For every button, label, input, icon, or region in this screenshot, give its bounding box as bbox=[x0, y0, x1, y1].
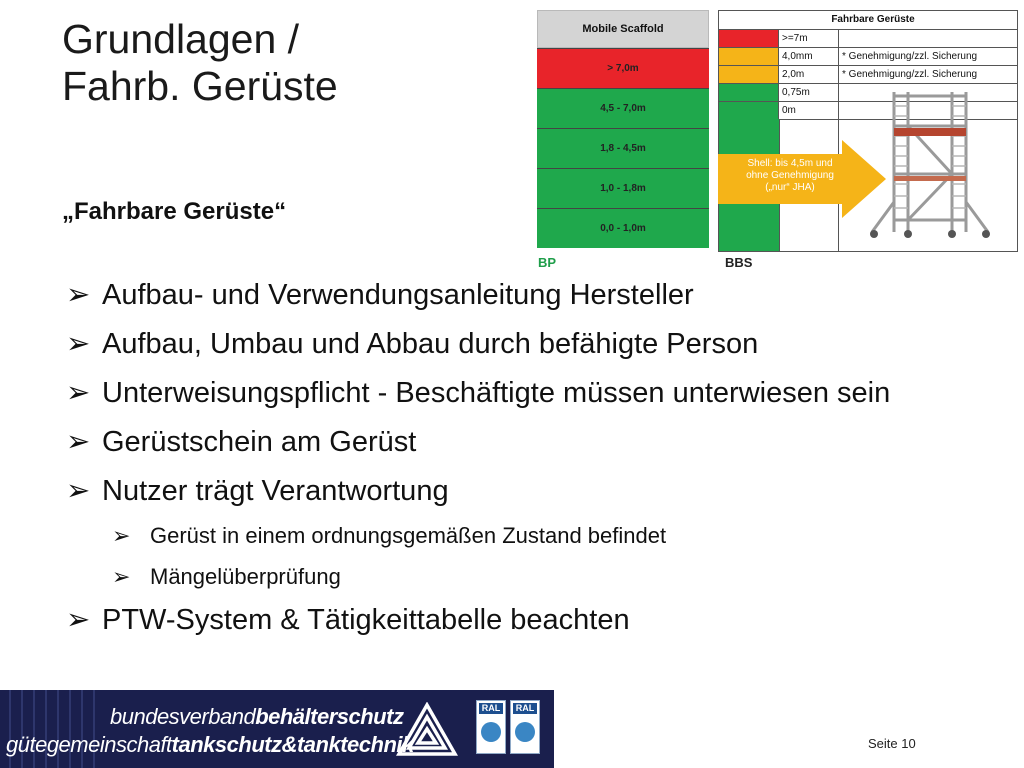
slide-subtitle: „Fahrbare Gerüste“ bbox=[62, 198, 287, 225]
height-cell: 4,0mm bbox=[779, 48, 839, 65]
bullet-text: Aufbau- und Verwendungsanleitung Hersteller bbox=[102, 279, 694, 311]
fahrbare-gerueste-row bbox=[719, 30, 1017, 48]
mobile-scaffold-row: > 7,0m bbox=[537, 48, 709, 88]
bbs-caption: BBS bbox=[725, 255, 753, 270]
arrow-callout-text bbox=[730, 158, 850, 194]
note-cell bbox=[839, 30, 1017, 47]
footer-line-1 bbox=[110, 704, 403, 730]
ral-seal-1-circle bbox=[481, 722, 501, 742]
arrow-text-line-3: („nur“ JHA) bbox=[765, 182, 815, 193]
arrow-bullet-icon: ➢ bbox=[66, 328, 91, 360]
bp-caption: BP bbox=[538, 255, 557, 270]
note-cell: * Genehmigung/zzl. Sicherung bbox=[842, 69, 978, 80]
mobile-scaffold-row: 1,8 - 4,5m bbox=[537, 128, 709, 168]
slide-title-line-1: Grundlagen / bbox=[62, 16, 300, 62]
mobile-scaffold-header: Mobile Scaffold bbox=[537, 10, 709, 48]
arrow-bullet-icon: ➢ bbox=[66, 279, 91, 311]
bullet-item bbox=[66, 425, 996, 459]
arrow-bullet-icon: ➢ bbox=[66, 475, 91, 507]
fahrbare-gerueste-header: Fahrbare Gerüste bbox=[719, 11, 1017, 30]
mobile-scaffold-illustration bbox=[864, 84, 992, 244]
ral-seal-2-circle bbox=[515, 722, 535, 742]
bullet-text: Aufbau, Umbau und Abbau durch befähigte Person bbox=[102, 328, 759, 360]
footer-line-2 bbox=[6, 732, 414, 758]
ral-seal-1-text: RAL bbox=[479, 703, 503, 714]
mobile-scaffold-row: 0,0 - 1,0m bbox=[537, 208, 709, 248]
footer-line-2-regular: gütegemeinschaft bbox=[6, 732, 172, 757]
height-cell: >=7m bbox=[779, 30, 839, 47]
arrow-text-line-2: ohne Genehmigung bbox=[746, 170, 834, 181]
sub-bullet-item bbox=[112, 523, 996, 549]
bullet-item bbox=[66, 376, 996, 410]
ral-seal-1-icon bbox=[476, 700, 506, 754]
color-swatch bbox=[719, 66, 779, 83]
footer-banner bbox=[0, 690, 554, 768]
mobile-scaffold-table bbox=[537, 10, 709, 248]
note-cell: * Genehmigung/zzl. Sicherung bbox=[842, 51, 978, 62]
bullet-item bbox=[66, 327, 996, 361]
slide-title-line-2: Fahrb. Gerüste bbox=[62, 63, 338, 109]
arrow-bullet-icon: ➢ bbox=[112, 523, 131, 548]
arrow-bullet-icon: ➢ bbox=[66, 604, 91, 636]
arrow-bullet-icon: ➢ bbox=[66, 426, 91, 458]
footer-line-1-regular: bundesverband bbox=[110, 704, 256, 729]
bullet-list bbox=[66, 278, 996, 652]
bullet-text: Gerüstschein am Gerüst bbox=[102, 426, 417, 458]
color-swatch bbox=[719, 30, 779, 47]
slide-title bbox=[62, 16, 502, 110]
fahrbare-gerueste-row bbox=[719, 48, 1017, 66]
ral-seal-2-text: RAL bbox=[513, 703, 537, 714]
height-cell: 0m bbox=[779, 102, 839, 119]
footer-line-1-bold: behälterschutz bbox=[255, 704, 404, 729]
fahrbare-gerueste-row bbox=[719, 66, 1017, 84]
height-cell: 2,0m bbox=[779, 66, 839, 83]
association-logo-icon bbox=[396, 702, 458, 758]
color-swatch bbox=[719, 48, 779, 65]
bullet-text: Unterweisungspflicht - Beschäftigte müssen unterwiesen sein bbox=[102, 377, 891, 409]
color-swatch bbox=[719, 102, 779, 119]
footer-line-2-bold: tankschutz&tanktechnik bbox=[171, 732, 414, 757]
height-cell: 0,75m bbox=[779, 84, 839, 101]
page-number: Seite 10 bbox=[868, 736, 916, 751]
bullet-text: PTW-System & Tätigkeittabelle beachten bbox=[102, 604, 630, 636]
mobile-scaffold-row: 1,0 - 1,8m bbox=[537, 168, 709, 208]
bullet-text: Gerüst in einem ordnungsgemäßen Zustand befindet bbox=[150, 523, 667, 548]
sub-bullet-item bbox=[112, 564, 996, 590]
color-swatch bbox=[719, 84, 779, 101]
arrow-text-line-1: Shell: bis 4,5m und bbox=[747, 158, 833, 169]
bullet-item bbox=[66, 603, 996, 637]
arrow-bullet-icon: ➢ bbox=[66, 377, 91, 409]
arrow-bullet-icon: ➢ bbox=[112, 564, 131, 589]
bullet-text: Nutzer trägt Verantwortung bbox=[102, 475, 449, 507]
ral-seal-2-icon bbox=[510, 700, 540, 754]
mobile-scaffold-row: 4,5 - 7,0m bbox=[537, 88, 709, 128]
bullet-text: Mängelüberprüfung bbox=[150, 564, 341, 589]
bullet-item bbox=[66, 474, 996, 508]
bullet-item bbox=[66, 278, 996, 312]
